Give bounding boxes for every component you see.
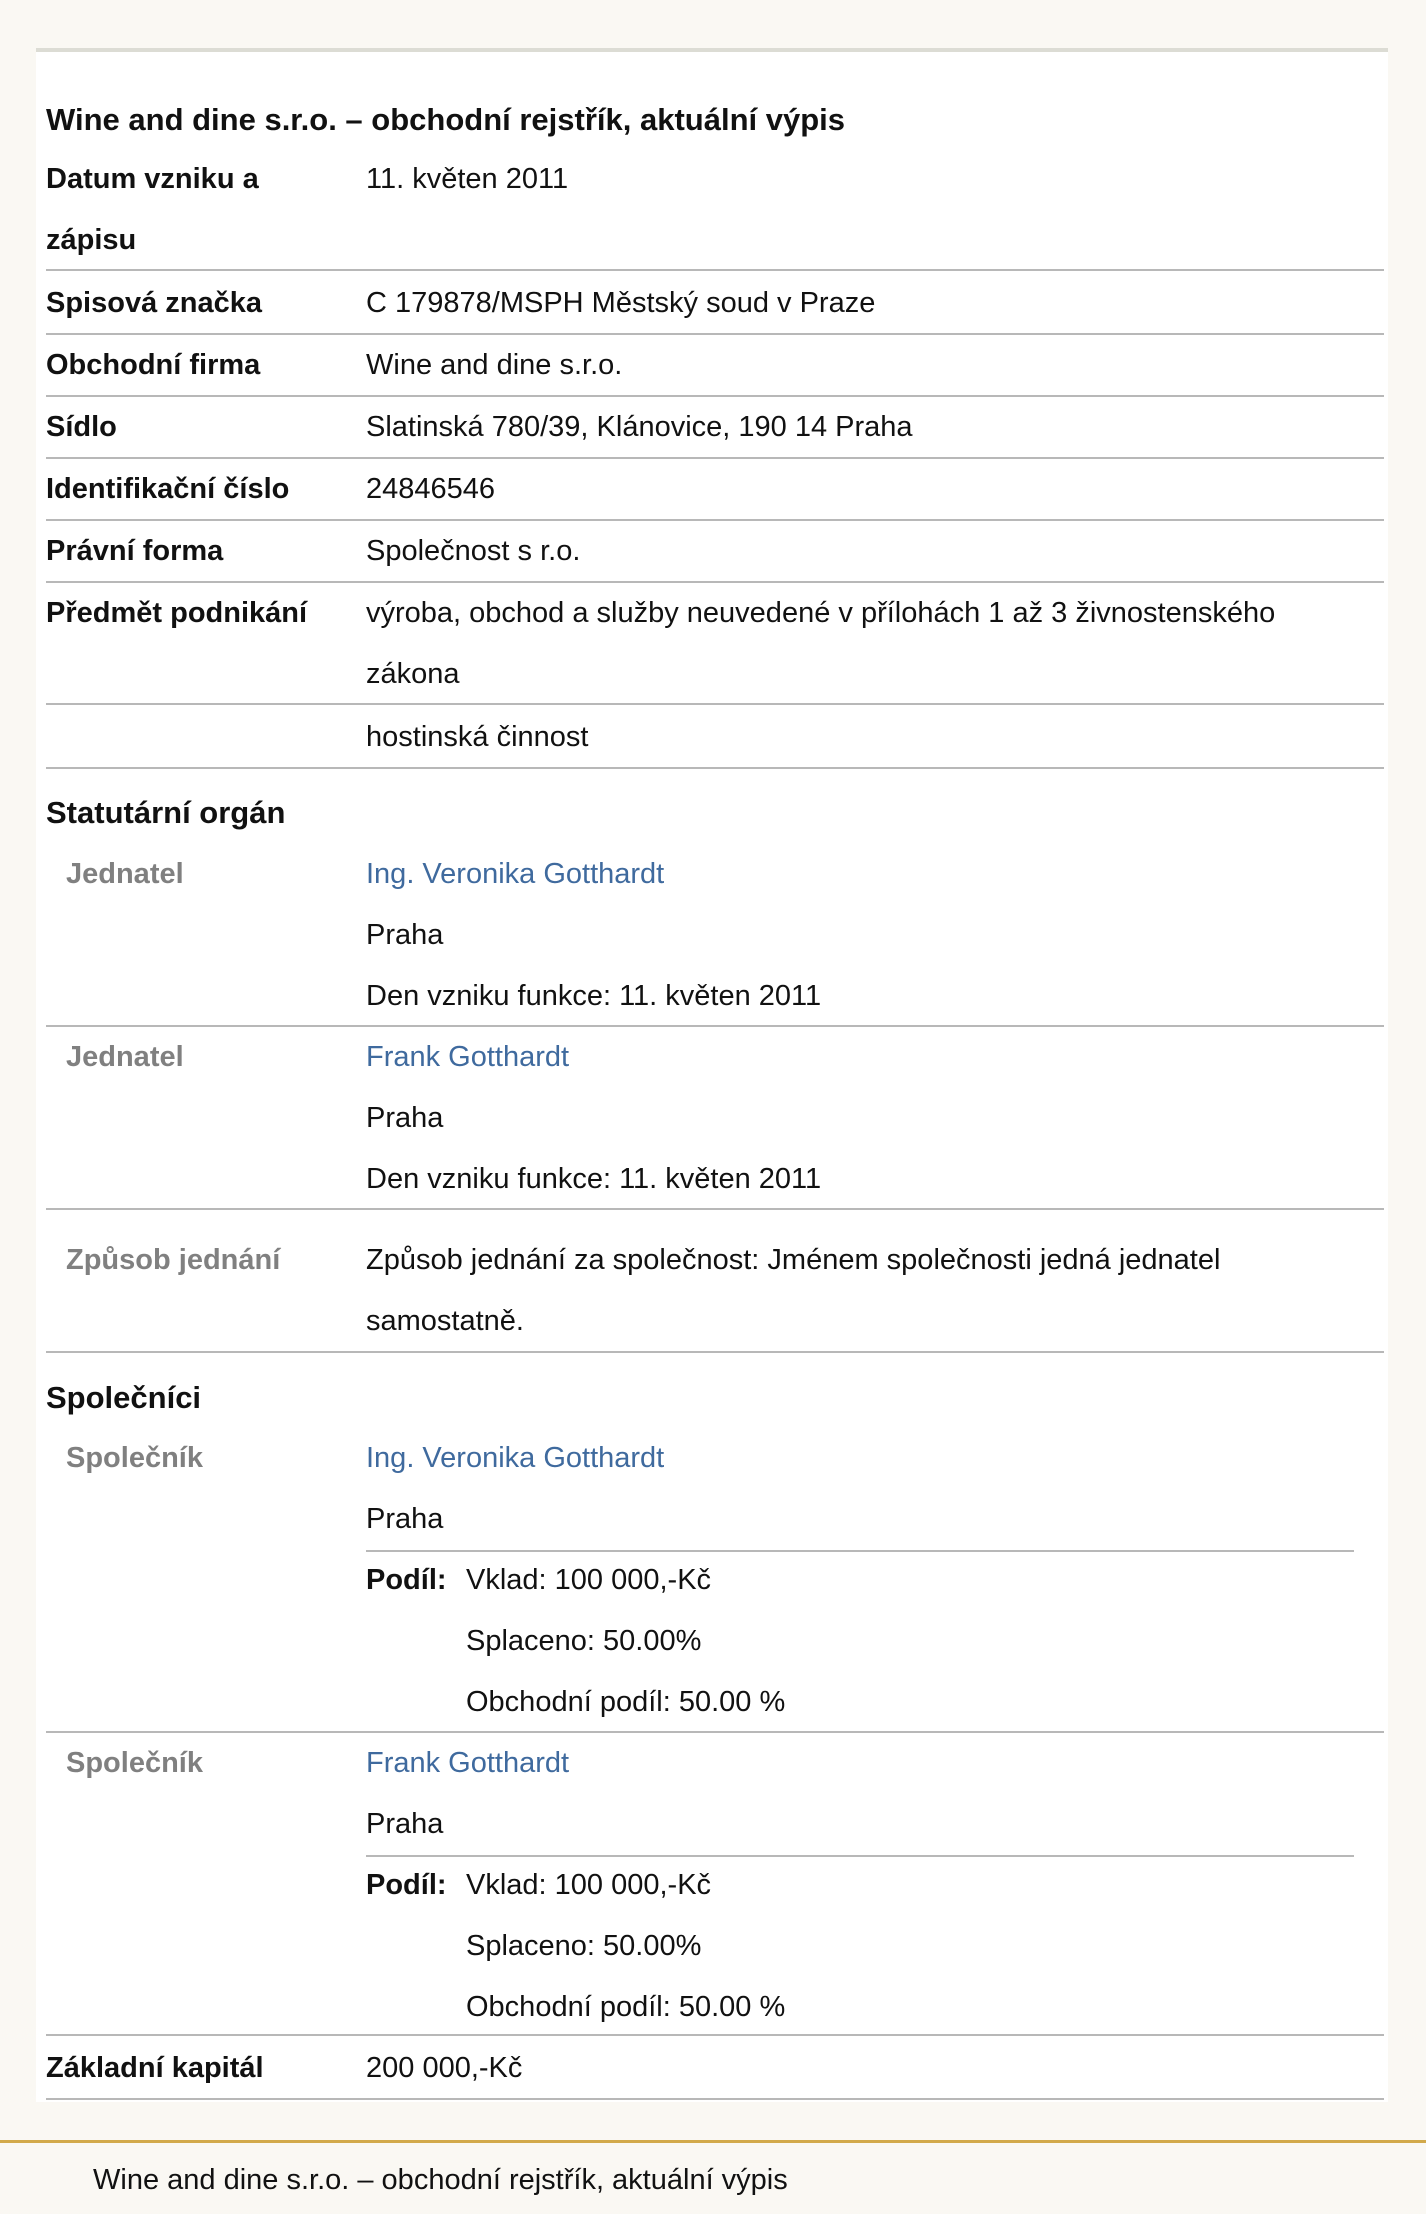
- spolecnik-2-name-link[interactable]: Frank Gotthardt: [366, 1747, 570, 1779]
- value-spolecnik-2: [366, 1733, 1384, 1855]
- value-pravni-forma: Společnost s r.o.: [366, 535, 581, 567]
- row-datum-vzniku: [46, 149, 1384, 271]
- registry-card: [36, 48, 1388, 2102]
- page-title: Wine and dine s.r.o. – obchodní rejstřík, aktuální výpis: [46, 102, 846, 137]
- spolecnik-2-city: Praha: [366, 1808, 444, 1840]
- label-spolecnik-1: Společník: [66, 1442, 203, 1474]
- section-statutarni-organ: Statutární orgán: [46, 795, 286, 830]
- row-predmet-podnikani: [46, 583, 1384, 705]
- value-jednatel-2: [366, 1027, 1384, 1210]
- label-pravni-forma: Právní forma: [46, 535, 224, 567]
- label-sidlo: Sídlo: [46, 411, 117, 443]
- row-spisova-znacka: [46, 273, 1384, 335]
- label-zpusob-jednani: Způsob jednání: [66, 1244, 281, 1276]
- value-jednatel-1: [366, 844, 1384, 1027]
- row-spolecnik-2: [46, 1733, 1384, 2036]
- footer-title: Wine and dine s.r.o. – obchodní rejstřík, aktuální výpis: [93, 2164, 788, 2196]
- jednatel-1-name-link[interactable]: Ing. Veronika Gotthardt: [366, 858, 665, 890]
- spolecnik-1-podil: Obchodní podíl: 50.00 %: [466, 1686, 786, 1718]
- value-predmet-podnikani: výroba, obchod a služby neuvedené v přílohách 1 až 3 živnostenského zákona: [366, 597, 1276, 690]
- spolecnik-2-share-label: Podíl:: [366, 1869, 447, 1901]
- row-zakladni-kapital: [46, 2038, 1384, 2100]
- spolecnik-1-vklad: Vklad: 100 000,-Kč: [466, 1564, 712, 1596]
- label-zakladni-kapital: Základní kapitál: [46, 2052, 264, 2084]
- spolecnik-2-podil: Obchodní podíl: 50.00 %: [466, 1991, 786, 2023]
- label-jednatel-2: Jednatel: [66, 1041, 184, 1073]
- value-datum-vzniku: 11. květen 2011: [366, 163, 569, 195]
- value-zakladni-kapital: 200 000,-Kč: [366, 2052, 523, 2084]
- jednatel-2-city: Praha: [366, 1102, 444, 1134]
- spolecnik-1-share-label: Podíl:: [366, 1564, 447, 1596]
- row-obchodni-firma: [46, 335, 1384, 397]
- value-spisova-znacka: C 179878/MSPH Městský soud v Praze: [366, 287, 876, 319]
- value-predmet-podnikani-2: hostinská činnost: [366, 721, 589, 753]
- value-sidlo: Slatinská 780/39, Klánovice, 190 14 Praha: [366, 411, 913, 443]
- row-ico: [46, 459, 1384, 521]
- row-jednatel-1: [46, 844, 1384, 1027]
- value-spolecnik-1: [366, 1428, 1384, 1550]
- row-zpusob-jednani: [46, 1210, 1384, 1353]
- spolecnik-1-name-link[interactable]: Ing. Veronika Gotthardt: [366, 1442, 665, 1474]
- value-ico: 24846546: [366, 473, 496, 505]
- label-obchodni-firma: Obchodní firma: [46, 349, 261, 381]
- row-pravni-forma: [46, 521, 1384, 583]
- spolecnik-2-vklad: Vklad: 100 000,-Kč: [466, 1869, 712, 1901]
- row-predmet-podnikani-2: [46, 707, 1384, 769]
- row-jednatel-2: [46, 1027, 1384, 1210]
- jednatel-2-name-link[interactable]: Frank Gotthardt: [366, 1041, 570, 1073]
- spolecnik-1-city: Praha: [366, 1503, 444, 1535]
- footer-divider: [0, 2140, 1426, 2143]
- spolecnik-2-share-values: [466, 1855, 785, 2038]
- jednatel-2-since: Den vzniku funkce: 11. květen 2011: [366, 1163, 822, 1195]
- value-zpusob-jednani: Způsob jednání za společnost: Jménem společnosti jedná jednatel samostatně.: [366, 1244, 1221, 1337]
- spolecnik-2-splaceno: Splaceno: 50.00%: [466, 1930, 702, 1962]
- row-spolecnik-1: [46, 1428, 1384, 1733]
- spolecnik-1-splaceno: Splaceno: 50.00%: [466, 1625, 702, 1657]
- value-obchodni-firma: Wine and dine s.r.o.: [366, 349, 623, 381]
- label-ico: Identifikační číslo: [46, 473, 290, 505]
- spolecnik-1-share-values: [466, 1550, 785, 1733]
- jednatel-1-since: Den vzniku funkce: 11. květen 2011: [366, 980, 822, 1012]
- label-datum-vzniku: Datum vzniku a zápisu: [46, 163, 259, 256]
- jednatel-1-city: Praha: [366, 919, 444, 951]
- label-spolecnik-2: Společník: [66, 1747, 203, 1779]
- row-sidlo: [46, 397, 1384, 459]
- label-spisova-znacka: Spisová značka: [46, 287, 262, 319]
- label-predmet-podnikani: Předmět podnikání: [46, 597, 308, 629]
- label-jednatel-1: Jednatel: [66, 858, 184, 890]
- section-spolecnici: Společníci: [46, 1380, 202, 1415]
